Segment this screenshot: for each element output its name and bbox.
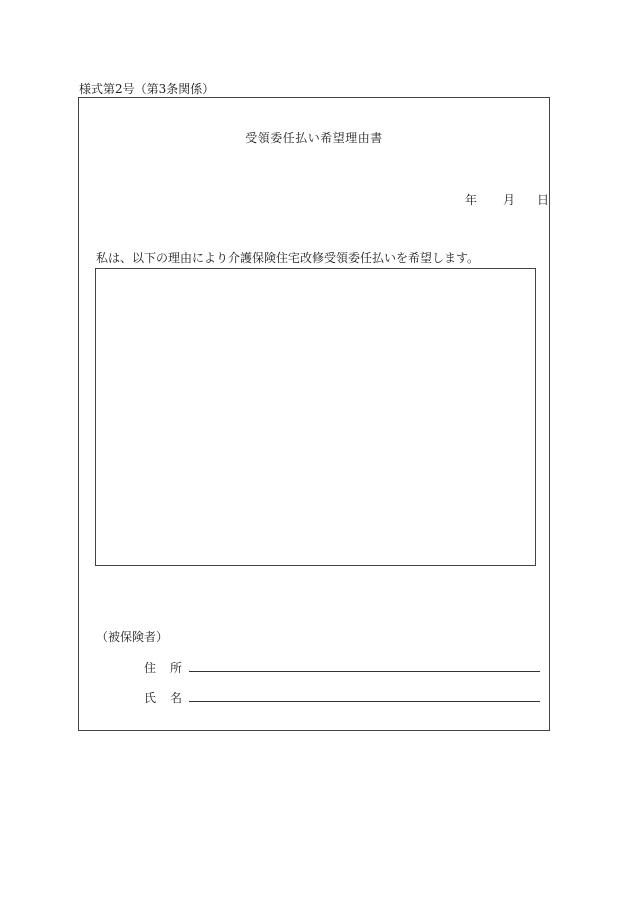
reason-text-area[interactable]	[95, 268, 536, 566]
name-label-char-1: 氏	[144, 691, 157, 705]
date-month-label: 月	[503, 193, 516, 207]
name-label	[144, 689, 182, 706]
form-number-label: 様式第2号（第3条関係）	[79, 82, 215, 96]
document-title: 受領委任払い希望理由書	[245, 131, 383, 145]
address-label-char-2: 所	[170, 661, 183, 675]
name-field[interactable]	[189, 701, 540, 702]
address-label	[144, 659, 182, 676]
date-year-label: 年	[465, 193, 478, 207]
request-statement: 私は、以下の理由により介護保険住宅改修受領委任払いを希望します。	[96, 251, 480, 265]
address-label-char-1: 住	[144, 661, 157, 675]
insured-person-heading: （被保険者）	[96, 630, 169, 644]
address-field[interactable]	[189, 671, 540, 672]
name-label-char-2: 名	[170, 691, 183, 705]
date-day-label: 日	[537, 193, 550, 207]
form-frame	[78, 97, 550, 731]
